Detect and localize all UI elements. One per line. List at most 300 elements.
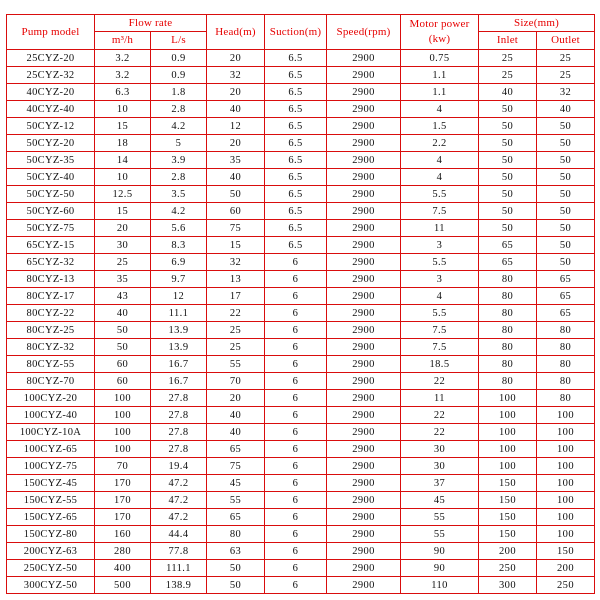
cell-motor-power: 90 (401, 543, 479, 560)
cell-outlet: 50 (537, 237, 595, 254)
cell-flow-ls: 6.9 (151, 254, 207, 271)
cell-outlet: 150 (537, 543, 595, 560)
cell-head: 50 (207, 577, 265, 594)
cell-motor-power: 37 (401, 475, 479, 492)
cell-inlet: 150 (479, 475, 537, 492)
cell-inlet: 50 (479, 118, 537, 135)
cell-flow-m3h: 15 (95, 118, 151, 135)
cell-flow-ls: 8.3 (151, 237, 207, 254)
table-row (7, 84, 595, 101)
cell-flow-ls: 2.8 (151, 101, 207, 118)
cell-inlet: 80 (479, 373, 537, 390)
table-row (7, 288, 595, 305)
cell-inlet: 150 (479, 526, 537, 543)
cell-flow-ls: 16.7 (151, 356, 207, 373)
cell-flow-m3h: 14 (95, 152, 151, 169)
cell-motor-power: 55 (401, 526, 479, 543)
cell-motor-power: 18.5 (401, 356, 479, 373)
cell-suction: 6 (265, 390, 327, 407)
cell-motor-power: 4 (401, 101, 479, 118)
cell-pump-model: 50CYZ-20 (7, 135, 95, 152)
column-header-inlet: Inlet (479, 32, 537, 50)
cell-inlet: 25 (479, 67, 537, 84)
cell-speed: 2900 (327, 492, 401, 509)
cell-head: 55 (207, 492, 265, 509)
cell-flow-ls: 47.2 (151, 475, 207, 492)
cell-pump-model: 100CYZ-65 (7, 441, 95, 458)
cell-flow-m3h: 100 (95, 424, 151, 441)
cell-flow-m3h: 20 (95, 220, 151, 237)
cell-motor-power: 5.5 (401, 254, 479, 271)
cell-speed: 2900 (327, 220, 401, 237)
cell-suction: 6 (265, 475, 327, 492)
cell-motor-power: 22 (401, 407, 479, 424)
cell-flow-m3h: 50 (95, 339, 151, 356)
cell-motor-power: 55 (401, 509, 479, 526)
cell-pump-model: 50CYZ-50 (7, 186, 95, 203)
cell-pump-model: 250CYZ-50 (7, 560, 95, 577)
cell-speed: 2900 (327, 509, 401, 526)
column-header-head: Head(m) (207, 15, 265, 50)
cell-inlet: 300 (479, 577, 537, 594)
column-header-suction: Suction(m) (265, 15, 327, 50)
cell-head: 15 (207, 237, 265, 254)
cell-inlet: 50 (479, 152, 537, 169)
cell-inlet: 100 (479, 441, 537, 458)
cell-inlet: 80 (479, 322, 537, 339)
cell-flow-m3h: 170 (95, 475, 151, 492)
table-row (7, 220, 595, 237)
cell-pump-model: 50CYZ-60 (7, 203, 95, 220)
cell-flow-m3h: 3.2 (95, 67, 151, 84)
cell-head: 40 (207, 407, 265, 424)
cell-outlet: 25 (537, 67, 595, 84)
cell-motor-power: 30 (401, 458, 479, 475)
cell-inlet: 80 (479, 305, 537, 322)
cell-speed: 2900 (327, 50, 401, 67)
cell-head: 55 (207, 356, 265, 373)
cell-speed: 2900 (327, 339, 401, 356)
cell-head: 75 (207, 458, 265, 475)
table-row (7, 152, 595, 169)
table-body (7, 50, 595, 594)
cell-flow-ls: 13.9 (151, 322, 207, 339)
cell-suction: 6.5 (265, 186, 327, 203)
cell-inlet: 50 (479, 135, 537, 152)
table-row (7, 560, 595, 577)
cell-speed: 2900 (327, 288, 401, 305)
cell-head: 20 (207, 135, 265, 152)
cell-flow-ls: 138.9 (151, 577, 207, 594)
cell-motor-power: 45 (401, 492, 479, 509)
cell-flow-m3h: 25 (95, 254, 151, 271)
table-row (7, 475, 595, 492)
cell-suction: 6 (265, 509, 327, 526)
cell-pump-model: 150CYZ-45 (7, 475, 95, 492)
cell-outlet: 100 (537, 475, 595, 492)
cell-speed: 2900 (327, 424, 401, 441)
cell-outlet: 25 (537, 50, 595, 67)
cell-head: 40 (207, 169, 265, 186)
cell-flow-ls: 13.9 (151, 339, 207, 356)
cell-speed: 2900 (327, 390, 401, 407)
table-row (7, 509, 595, 526)
cell-pump-model: 100CYZ-75 (7, 458, 95, 475)
cell-flow-m3h: 43 (95, 288, 151, 305)
cell-motor-power: 3 (401, 271, 479, 288)
cell-suction: 6 (265, 577, 327, 594)
table-row (7, 254, 595, 271)
cell-flow-m3h: 100 (95, 407, 151, 424)
cell-flow-m3h: 10 (95, 101, 151, 118)
cell-flow-m3h: 500 (95, 577, 151, 594)
cell-speed: 2900 (327, 577, 401, 594)
cell-flow-ls: 19.4 (151, 458, 207, 475)
cell-motor-power: 11 (401, 390, 479, 407)
cell-flow-m3h: 12.5 (95, 186, 151, 203)
cell-head: 20 (207, 50, 265, 67)
cell-inlet: 80 (479, 356, 537, 373)
cell-suction: 6 (265, 271, 327, 288)
cell-suction: 6.5 (265, 237, 327, 254)
table-row (7, 492, 595, 509)
cell-pump-model: 100CYZ-20 (7, 390, 95, 407)
table-row (7, 118, 595, 135)
pump-specification-table (6, 14, 595, 594)
cell-speed: 2900 (327, 169, 401, 186)
cell-flow-m3h: 30 (95, 237, 151, 254)
cell-head: 45 (207, 475, 265, 492)
cell-suction: 6.5 (265, 220, 327, 237)
cell-motor-power: 2.2 (401, 135, 479, 152)
cell-flow-ls: 2.8 (151, 169, 207, 186)
table-row (7, 390, 595, 407)
cell-suction: 6.5 (265, 118, 327, 135)
table-header (7, 15, 595, 50)
cell-speed: 2900 (327, 373, 401, 390)
cell-outlet: 50 (537, 220, 595, 237)
cell-flow-ls: 27.8 (151, 407, 207, 424)
cell-pump-model: 65CYZ-32 (7, 254, 95, 271)
cell-outlet: 50 (537, 152, 595, 169)
cell-head: 63 (207, 543, 265, 560)
cell-flow-m3h: 15 (95, 203, 151, 220)
cell-motor-power: 7.5 (401, 339, 479, 356)
cell-outlet: 40 (537, 101, 595, 118)
cell-speed: 2900 (327, 118, 401, 135)
cell-pump-model: 80CYZ-22 (7, 305, 95, 322)
table-row (7, 356, 595, 373)
cell-inlet: 80 (479, 271, 537, 288)
cell-head: 25 (207, 322, 265, 339)
cell-pump-model: 80CYZ-32 (7, 339, 95, 356)
cell-pump-model: 40CYZ-40 (7, 101, 95, 118)
table-row (7, 407, 595, 424)
cell-motor-power: 7.5 (401, 322, 479, 339)
cell-inlet: 100 (479, 407, 537, 424)
cell-head: 32 (207, 67, 265, 84)
cell-flow-ls: 16.7 (151, 373, 207, 390)
cell-flow-m3h: 35 (95, 271, 151, 288)
cell-pump-model: 200CYZ-63 (7, 543, 95, 560)
table-row (7, 101, 595, 118)
cell-outlet: 80 (537, 356, 595, 373)
cell-flow-ls: 27.8 (151, 441, 207, 458)
cell-outlet: 50 (537, 135, 595, 152)
cell-pump-model: 50CYZ-75 (7, 220, 95, 237)
cell-outlet: 100 (537, 407, 595, 424)
cell-flow-m3h: 3.2 (95, 50, 151, 67)
cell-head: 60 (207, 203, 265, 220)
cell-pump-model: 25CYZ-20 (7, 50, 95, 67)
table-row (7, 526, 595, 543)
cell-flow-m3h: 100 (95, 390, 151, 407)
cell-pump-model: 150CYZ-65 (7, 509, 95, 526)
cell-suction: 6 (265, 424, 327, 441)
table-row (7, 441, 595, 458)
cell-head: 40 (207, 101, 265, 118)
cell-suction: 6 (265, 373, 327, 390)
cell-pump-model: 50CYZ-40 (7, 169, 95, 186)
cell-motor-power: 4 (401, 288, 479, 305)
cell-pump-model: 80CYZ-25 (7, 322, 95, 339)
cell-inlet: 200 (479, 543, 537, 560)
cell-suction: 6 (265, 407, 327, 424)
cell-speed: 2900 (327, 84, 401, 101)
cell-suction: 6.5 (265, 135, 327, 152)
cell-suction: 6 (265, 560, 327, 577)
cell-outlet: 100 (537, 458, 595, 475)
table-row (7, 237, 595, 254)
cell-speed: 2900 (327, 560, 401, 577)
column-header-motor-power: Motor power (kw) (401, 15, 479, 50)
cell-speed: 2900 (327, 458, 401, 475)
column-header-size: Size(mm) (479, 15, 595, 32)
cell-flow-ls: 47.2 (151, 509, 207, 526)
cell-motor-power: 110 (401, 577, 479, 594)
cell-outlet: 100 (537, 492, 595, 509)
cell-inlet: 65 (479, 237, 537, 254)
table-row (7, 373, 595, 390)
cell-speed: 2900 (327, 356, 401, 373)
cell-suction: 6 (265, 339, 327, 356)
cell-flow-ls: 4.2 (151, 203, 207, 220)
cell-suction: 6 (265, 288, 327, 305)
cell-motor-power: 1.5 (401, 118, 479, 135)
table-row (7, 271, 595, 288)
cell-motor-power: 22 (401, 373, 479, 390)
cell-flow-m3h: 40 (95, 305, 151, 322)
cell-pump-model: 100CYZ-10A (7, 424, 95, 441)
cell-head: 20 (207, 390, 265, 407)
cell-pump-model: 150CYZ-55 (7, 492, 95, 509)
cell-motor-power: 4 (401, 169, 479, 186)
cell-suction: 6 (265, 543, 327, 560)
cell-pump-model: 50CYZ-12 (7, 118, 95, 135)
cell-flow-m3h: 100 (95, 441, 151, 458)
cell-inlet: 100 (479, 458, 537, 475)
cell-head: 80 (207, 526, 265, 543)
column-header-outlet: Outlet (537, 32, 595, 50)
cell-flow-ls: 27.8 (151, 390, 207, 407)
cell-pump-model: 80CYZ-55 (7, 356, 95, 373)
cell-outlet: 100 (537, 441, 595, 458)
cell-flow-m3h: 400 (95, 560, 151, 577)
cell-suction: 6 (265, 322, 327, 339)
cell-flow-m3h: 160 (95, 526, 151, 543)
cell-outlet: 50 (537, 169, 595, 186)
cell-flow-ls: 11.1 (151, 305, 207, 322)
cell-head: 35 (207, 152, 265, 169)
cell-outlet: 100 (537, 509, 595, 526)
cell-outlet: 80 (537, 322, 595, 339)
cell-outlet: 50 (537, 254, 595, 271)
cell-flow-ls: 1.8 (151, 84, 207, 101)
table-row (7, 50, 595, 67)
cell-inlet: 50 (479, 220, 537, 237)
cell-head: 65 (207, 441, 265, 458)
cell-outlet: 250 (537, 577, 595, 594)
cell-speed: 2900 (327, 135, 401, 152)
cell-motor-power: 0.75 (401, 50, 479, 67)
table-row (7, 458, 595, 475)
cell-speed: 2900 (327, 441, 401, 458)
cell-suction: 6 (265, 305, 327, 322)
cell-outlet: 65 (537, 305, 595, 322)
cell-motor-power: 22 (401, 424, 479, 441)
cell-motor-power: 11 (401, 220, 479, 237)
cell-head: 50 (207, 186, 265, 203)
table-row (7, 424, 595, 441)
cell-pump-model: 40CYZ-20 (7, 84, 95, 101)
cell-flow-ls: 44.4 (151, 526, 207, 543)
cell-speed: 2900 (327, 237, 401, 254)
cell-flow-ls: 47.2 (151, 492, 207, 509)
cell-inlet: 80 (479, 339, 537, 356)
cell-flow-ls: 3.5 (151, 186, 207, 203)
cell-head: 22 (207, 305, 265, 322)
cell-suction: 6.5 (265, 169, 327, 186)
table-row (7, 203, 595, 220)
table-row (7, 322, 595, 339)
cell-motor-power: 7.5 (401, 203, 479, 220)
cell-head: 50 (207, 560, 265, 577)
cell-suction: 6 (265, 492, 327, 509)
column-header-flow-m3h: m³/h (95, 32, 151, 50)
cell-flow-m3h: 6.3 (95, 84, 151, 101)
cell-motor-power: 3 (401, 237, 479, 254)
cell-speed: 2900 (327, 407, 401, 424)
cell-flow-m3h: 60 (95, 373, 151, 390)
cell-inlet: 25 (479, 50, 537, 67)
cell-pump-model: 65CYZ-15 (7, 237, 95, 254)
cell-suction: 6 (265, 356, 327, 373)
cell-inlet: 40 (479, 84, 537, 101)
cell-outlet: 80 (537, 339, 595, 356)
cell-outlet: 100 (537, 526, 595, 543)
cell-suction: 6 (265, 254, 327, 271)
cell-head: 12 (207, 118, 265, 135)
cell-flow-ls: 111.1 (151, 560, 207, 577)
cell-pump-model: 50CYZ-35 (7, 152, 95, 169)
cell-inlet: 100 (479, 390, 537, 407)
cell-flow-ls: 27.8 (151, 424, 207, 441)
cell-suction: 6 (265, 441, 327, 458)
cell-pump-model: 80CYZ-70 (7, 373, 95, 390)
cell-head: 75 (207, 220, 265, 237)
cell-flow-ls: 0.9 (151, 50, 207, 67)
cell-flow-m3h: 170 (95, 492, 151, 509)
cell-outlet: 80 (537, 390, 595, 407)
cell-inlet: 50 (479, 186, 537, 203)
cell-flow-m3h: 18 (95, 135, 151, 152)
cell-inlet: 100 (479, 424, 537, 441)
cell-speed: 2900 (327, 271, 401, 288)
cell-motor-power: 5.5 (401, 186, 479, 203)
cell-speed: 2900 (327, 203, 401, 220)
cell-suction: 6.5 (265, 101, 327, 118)
cell-pump-model: 25CYZ-32 (7, 67, 95, 84)
cell-motor-power: 5.5 (401, 305, 479, 322)
cell-outlet: 100 (537, 424, 595, 441)
cell-outlet: 65 (537, 288, 595, 305)
cell-suction: 6 (265, 526, 327, 543)
cell-suction: 6.5 (265, 203, 327, 220)
cell-flow-ls: 5 (151, 135, 207, 152)
cell-flow-m3h: 50 (95, 322, 151, 339)
cell-motor-power: 1.1 (401, 84, 479, 101)
cell-outlet: 50 (537, 118, 595, 135)
table-row (7, 67, 595, 84)
cell-suction: 6 (265, 458, 327, 475)
cell-head: 32 (207, 254, 265, 271)
cell-speed: 2900 (327, 322, 401, 339)
cell-speed: 2900 (327, 475, 401, 492)
cell-speed: 2900 (327, 254, 401, 271)
cell-head: 13 (207, 271, 265, 288)
cell-pump-model: 80CYZ-17 (7, 288, 95, 305)
cell-speed: 2900 (327, 101, 401, 118)
cell-inlet: 80 (479, 288, 537, 305)
cell-suction: 6.5 (265, 84, 327, 101)
cell-inlet: 150 (479, 509, 537, 526)
cell-speed: 2900 (327, 305, 401, 322)
cell-flow-m3h: 10 (95, 169, 151, 186)
cell-motor-power: 30 (401, 441, 479, 458)
table-row (7, 577, 595, 594)
column-header-pump-model: Pump model (7, 15, 95, 50)
cell-flow-ls: 5.6 (151, 220, 207, 237)
cell-flow-m3h: 60 (95, 356, 151, 373)
cell-head: 40 (207, 424, 265, 441)
cell-speed: 2900 (327, 526, 401, 543)
cell-speed: 2900 (327, 543, 401, 560)
cell-pump-model: 80CYZ-13 (7, 271, 95, 288)
column-header-speed: Speed(rpm) (327, 15, 401, 50)
cell-flow-m3h: 170 (95, 509, 151, 526)
cell-flow-ls: 0.9 (151, 67, 207, 84)
cell-inlet: 50 (479, 101, 537, 118)
cell-flow-ls: 3.9 (151, 152, 207, 169)
cell-motor-power: 4 (401, 152, 479, 169)
cell-head: 20 (207, 84, 265, 101)
table-row (7, 543, 595, 560)
cell-pump-model: 300CYZ-50 (7, 577, 95, 594)
table-row (7, 339, 595, 356)
cell-inlet: 150 (479, 492, 537, 509)
cell-motor-power: 90 (401, 560, 479, 577)
cell-speed: 2900 (327, 67, 401, 84)
